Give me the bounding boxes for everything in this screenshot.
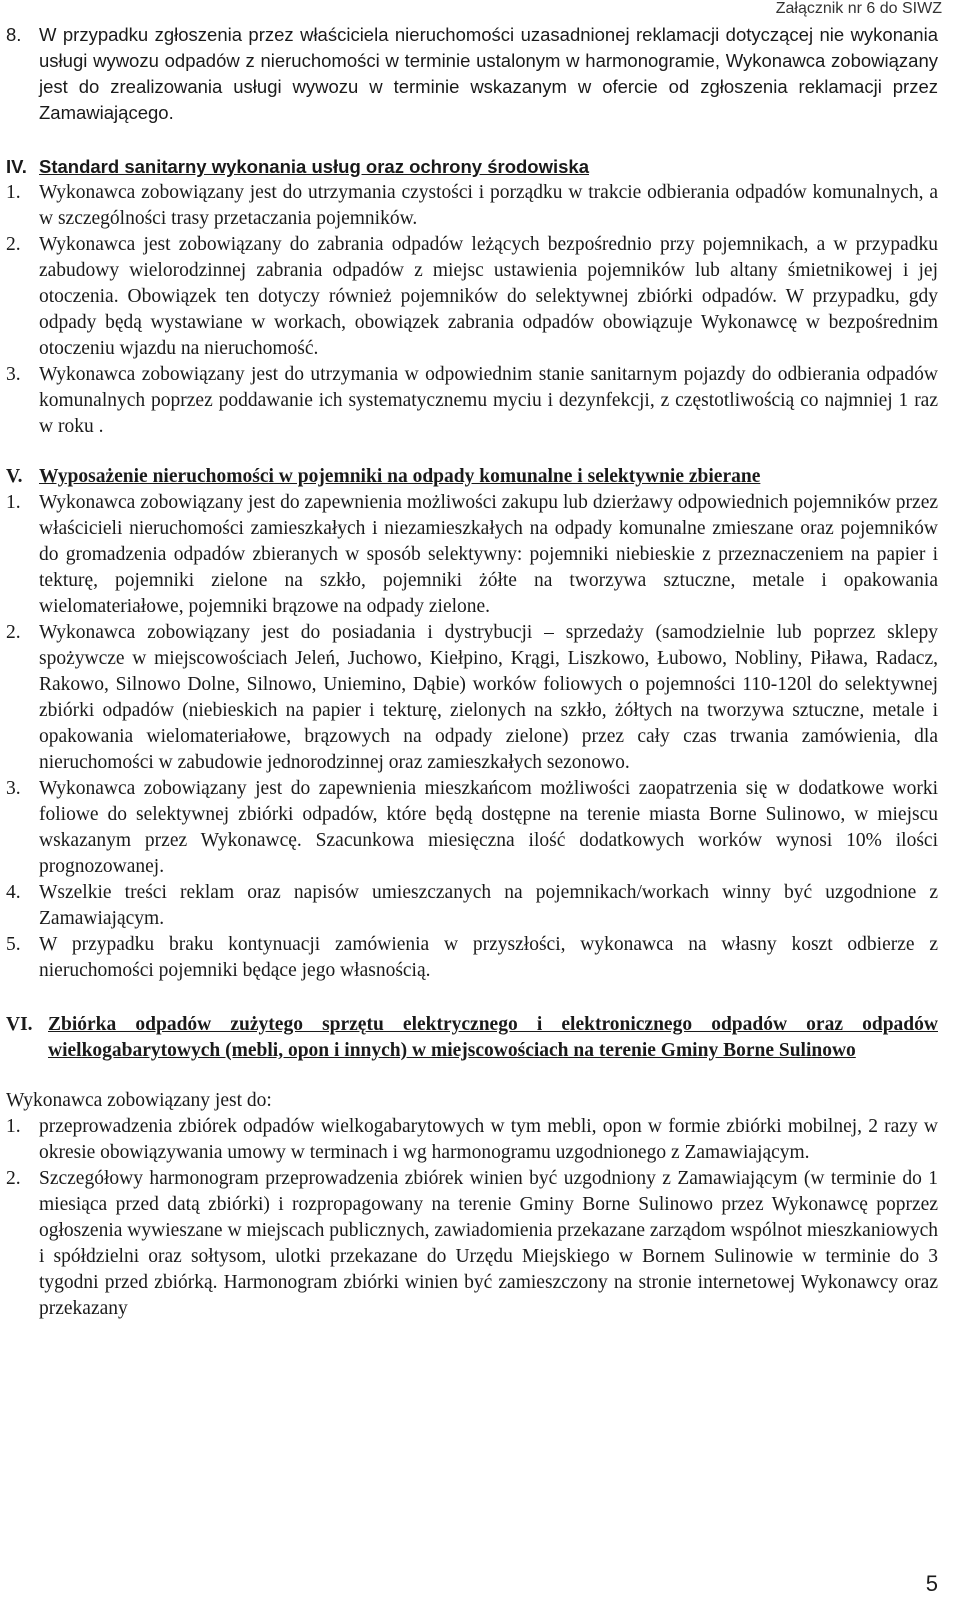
item-text: Wykonawca zobowiązany jest do zapewnienia mieszkańcom możliwości zaopatrzenia się w dodatkowe worki foliowe do selektywnej zbiórki odpadów, które będą dostępne na terenie miasta Borne Sulinowo, w miejscu wskazanym przez Wykonawcę. Szacunkowa miesięczna ilość dodatkowych worków wynosi 10% ilości prognozowanej. <box>39 778 938 877</box>
item-text: przeprowadzenia zbiórek odpadów wielkogabarytowych w tym mebli, opon w formie zbiórki mobilnej, 2 razy w okresie obowiązywania umowy w terminach i wg harmonogramu uzgodnionego z Zamawiającym. <box>39 1116 938 1163</box>
section-number: IV. <box>6 156 27 177</box>
list-item <box>6 620 938 776</box>
list-item <box>6 1114 938 1166</box>
section-heading-v <box>6 464 938 490</box>
document-body <box>6 0 938 1322</box>
section-heading-iv <box>6 154 938 180</box>
item-text: Wykonawca zobowiązany jest do utrzymania w odpowiednim stanie sanitarnym pojazdy do odbierania odpadów komunalnych poprzez poddawanie ich systematycznemu myciu i dezynfekcji, z częstotliwością co najmniej 1 raz w roku . <box>39 364 938 437</box>
item-number: 3. <box>6 364 21 385</box>
item-number: 1. <box>6 1116 21 1137</box>
list-item <box>6 490 938 620</box>
list-item <box>6 22 938 126</box>
item-text: W przypadku braku kontynuacji zamówienia w przyszłości, wykonawca na własny koszt odbierze z nieruchomości pojemniki będące jego własnością. <box>39 934 938 981</box>
section-number: VI. <box>6 1014 33 1035</box>
item-number: 4. <box>6 882 21 903</box>
item-text: Wykonawca zobowiązany jest do zapewnienia możliwości zakupu lub dzierżawy odpowiednich pojemników przez właścicieli nieruchomości zamieszkałych i niezamieszkałych na odpady komunalne zmieszane oraz pojemników do gromadzenia odpadów zbieranych w sposób selektywny: pojemniki niebieskie z przeznaczeniem na papier i tekturę, pojemniki zielone na szkło, pojemniki żółte na tworzywa sztuczne, metale i opakowania wielomateriałowe, pojemniki brązowe na odpady zielone. <box>39 492 938 617</box>
item-number: 1. <box>6 182 21 203</box>
list-item <box>6 362 938 440</box>
item-number: 8. <box>6 24 22 45</box>
item-number: 2. <box>6 622 21 643</box>
item-number: 1. <box>6 492 21 513</box>
section-title: Zbiórka odpadów zużytego sprzętu elektrycznego i elektronicznego odpadów oraz odpadów wielkogabarytowych (mebli, opon i innych) w miejscowościach na terenie Gminy Borne Sulinowo <box>48 1014 938 1061</box>
item-text: W przypadku zgłoszenia przez właściciela nieruchomości uzasadnionej reklamacji dotyczącej nie wykonania usługi wywozu odpadów z nieruchomości w terminie ustalonym w harmonogramie, Wykonawca zobowiązany jest do zrealizowania usługi wywozu w terminie wskazanym w ofercie od zgłoszenia reklamacji przez Zamawiającego. <box>39 24 938 123</box>
section-title: Standard sanitarny wykonania usług oraz ochrony środowiska <box>39 156 589 177</box>
item-number: 5. <box>6 934 21 955</box>
item-text: Wszelkie treści reklam oraz napisów umieszczanych na pojemnikach/workach winny być uzgodnione z Zamawiającym. <box>39 882 938 929</box>
item-text: Wykonawca zobowiązany jest do utrzymania czystości i porządku w trakcie odbierania odpadów komunalnych, a w szczególności trasy przetaczania pojemników. <box>39 182 938 229</box>
page-number: 5 <box>925 1571 938 1596</box>
item-number: 3. <box>6 778 21 799</box>
section-intro: Wykonawca zobowiązany jest do: <box>6 1090 272 1111</box>
list-item <box>6 880 938 932</box>
list-item <box>6 232 938 362</box>
item-text: Wykonawca zobowiązany jest do posiadania i dystrybucji – sprzedaży (samodzielnie lub poprzez sklepy spożywcze w miejscowościach Jeleń, Juchowo, Kiełpino, Krągi, Liszkowo, Łubowo, Nobliny, Piława, Radacz, Rakowo, Silnowo Dolne, Silnowo, Uniemino, Dąbie) worków foliowych o pojemności 110-120l do selektywnej zbiórki odpadów (niebieskich na papier i tekturę, zielonych na szkło, żółtych na tworzywa sztuczne, metale i opakowania wielomateriałowe, brązowych na odpady zielone) przez cały czas trwania zamówienia, dla nieruchomości w zabudowie jednorodzinnej oraz zamieszkałych sezonowo. <box>39 622 938 773</box>
list-item <box>6 932 938 984</box>
list-item <box>6 776 938 880</box>
section-number: V. <box>6 466 23 487</box>
item-text: Wykonawca jest zobowiązany do zabrania odpadów leżących bezpośrednio przy pojemnikach, a w przypadku zabudowy wielorodzinnej zabrania odpadów z miejsc ustawienia pojemników lub altany śmietnikowej i jej otoczenia. Obowiązek ten dotyczy również pojemników do selektywnej zbiórki odpadów. W przypadku, gdy odpady będą wystawiane w workach, obowiązek zabrania odpadów obowiązuje Wykonawcę w bezpośrednim otoczeniu wjazdu na nieruchomość. <box>39 234 938 359</box>
header-title: Załącznik nr 6 do SIWZ <box>775 0 942 17</box>
section-heading-vi <box>6 1012 938 1064</box>
list-item <box>6 1166 938 1322</box>
item-number: 2. <box>6 234 21 255</box>
list-item <box>6 180 938 232</box>
item-number: 2. <box>6 1168 21 1189</box>
section-title: Wyposażenie nieruchomości w pojemniki na odpady komunalne i selektywnie zbierane <box>39 466 761 487</box>
item-text: Szczegółowy harmonogram przeprowadzenia zbiórek winien być uzgodniony z Zamawiającym (w terminie do 1 miesiąca przed datą zbiórki) i rozpropagowany na terenie Gminy Borne Sulinowo przez Wykonawcę poprzez ogłoszenia wywieszane w miejscach publicznych, zawiadomienia przekazane zarządom wspólnot mieszkaniowych i spółdzielni oraz sołtysom, ulotki przekazane do Urzędu Miejskiego w Bornem Sulinowie w terminie do 3 tygodni przed zbiórką. Harmonogram zbiórki winien być zamieszczony na stronie internetowej Wykonawcy oraz przekazany <box>39 1168 938 1319</box>
